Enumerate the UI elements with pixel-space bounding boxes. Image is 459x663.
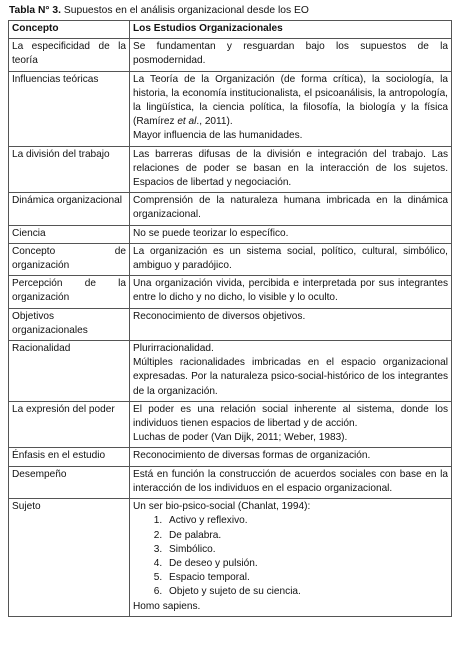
table-row <box>9 499 452 617</box>
table-row <box>9 243 452 275</box>
table-row <box>9 276 452 308</box>
list-item: 6. Objeto y sujeto de su ciencia. <box>165 585 448 599</box>
description-paragraph: Homo sapiens. <box>133 600 201 612</box>
table-row <box>9 39 452 71</box>
list-item: 2. De palabra. <box>165 529 448 543</box>
concept-cell: La división del trabajo <box>9 146 130 193</box>
table-caption-label: Tabla N° 3. <box>9 5 61 16</box>
description-cell <box>130 341 452 402</box>
concept-cell: Objetivos organizacionales <box>9 308 130 340</box>
list-item: 1. Activo y reflexivo. <box>165 514 448 528</box>
table-row <box>9 341 452 402</box>
description-paragraph <box>133 73 448 130</box>
concept-cell: Percepción de la organización <box>9 276 130 308</box>
description-text: La Teoría de la Organización (de forma crítica), la sociología, la historia, la economía institucionalista, el psicoanálisis, la antropología, la lingüística, la ciencia política, la filosofía, la biología y la física (Ramírez <box>133 73 448 128</box>
description-cell <box>130 71 452 146</box>
table-row <box>9 193 452 225</box>
description-cell: Está en función la construcción de acuerdos sociales con base en la interacción de los individuos en el espacio organizacional. <box>130 466 452 498</box>
table-row <box>9 448 452 466</box>
list-item: 5. Espacio temporal. <box>165 571 448 585</box>
concept-cell: La especificidad de la teoría <box>9 39 130 71</box>
concept-cell: Ciencia <box>9 225 130 243</box>
header-eo: Los Estudios Organizacionales <box>130 21 452 39</box>
list-item: 4. De deseo y pulsión. <box>165 557 448 571</box>
description-paragraph: Múltiples racionalidades imbricadas en el espacio organizacional expresadas. Por la naturaleza psico-social-histórico de los integrantes de la organización. <box>133 357 448 397</box>
description-paragraph: El poder es una relación social inherente al sistema, donde los individuos tienen espacios de libertad y de acción. <box>133 403 448 430</box>
eo-assumptions-table <box>8 20 452 617</box>
concept-cell: Dinámica organizacional <box>9 193 130 225</box>
table-row <box>9 225 452 243</box>
description-paragraph: Luchas de poder (Van Dijk, 2011; Weber, 1983). <box>133 432 348 444</box>
concept-cell: Desempeño <box>9 466 130 498</box>
table-header-row <box>9 21 452 39</box>
description-paragraph: Plurirracionalidad. <box>133 343 214 355</box>
concept-cell: Concepto de organización <box>9 243 130 275</box>
description-cell: Las barreras difusas de la división e integración del trabajo. Las relaciones de poder se basan en la interacción de los sujetos. Espacios de libertad y negociación. <box>130 146 452 193</box>
description-cell: Reconocimiento de diversas formas de organización. <box>130 448 452 466</box>
description-cell: Una organización vivida, percibida e interpretada por sus integrantes entre lo dicho y no dicho, lo visible y lo oculto. <box>130 276 452 308</box>
subject-list <box>133 514 448 599</box>
concept-cell: Sujeto <box>9 499 130 617</box>
concept-cell: Influencias teóricas <box>9 71 130 146</box>
description-cell: Se fundamentan y resguardan bajo los supuestos de la posmodernidad. <box>130 39 452 71</box>
table-row <box>9 466 452 498</box>
description-paragraph: Un ser bio-psico-social (Chanlat, 1994): <box>133 501 311 513</box>
description-cell <box>130 499 452 617</box>
table-caption-text: Supuestos en el análisis organizacional desde los EO <box>63 5 309 16</box>
description-paragraph: Mayor influencia de las humanidades. <box>133 130 303 142</box>
list-item: 3. Simbólico. <box>165 543 448 557</box>
description-cell <box>130 401 452 448</box>
table-row <box>9 146 452 193</box>
description-italic: et al <box>177 116 197 128</box>
concept-cell: La expresión del poder <box>9 401 130 448</box>
concept-cell: Énfasis en el estudio <box>9 448 130 466</box>
description-cell: La organización es un sistema social, político, cultural, simbólico, ambiguo y paradójico. <box>130 243 452 275</box>
description-cell: No se puede teorizar lo específico. <box>130 225 452 243</box>
table-caption <box>9 4 451 18</box>
concept-cell: Racionalidad <box>9 341 130 402</box>
header-concept: Concepto <box>9 21 130 39</box>
table-row <box>9 71 452 146</box>
table-row <box>9 401 452 448</box>
table-row <box>9 308 452 340</box>
description-text: ., 2011). <box>196 116 233 128</box>
description-cell: Reconocimiento de diversos objetivos. <box>130 308 452 340</box>
description-cell: Comprensión de la naturaleza humana imbricada en la dinámica organizacional. <box>130 193 452 225</box>
